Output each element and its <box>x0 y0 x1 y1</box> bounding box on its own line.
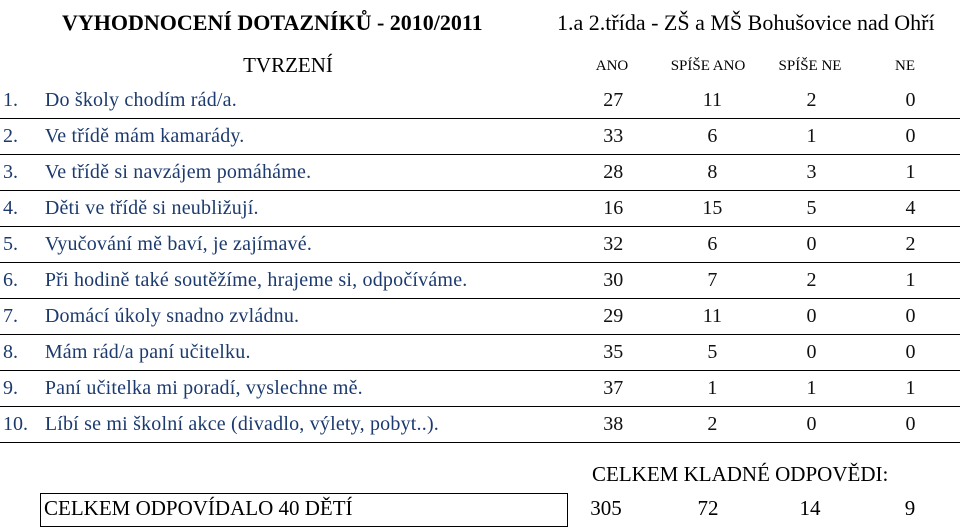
totals-row <box>0 493 960 527</box>
table-row <box>0 83 960 119</box>
table-row <box>0 299 960 335</box>
statement-text: Paní učitelka mi poradí, vyslechne mě. <box>45 371 564 407</box>
positive-answers-label: CELKEM KLADNÉ ODPOVĚDI: <box>592 462 889 486</box>
value-ano: 16 <box>564 191 663 227</box>
value-spise-ano: 11 <box>663 299 762 335</box>
table-row <box>0 335 960 371</box>
value-spise-ano: 2 <box>663 407 762 443</box>
value-spise-ano: 8 <box>663 155 762 191</box>
value-ano: 37 <box>564 371 663 407</box>
row-number: 9. <box>0 371 45 407</box>
statement-text: Děti ve třídě si neubližují. <box>45 191 564 227</box>
total-respondents-label: CELKEM ODPOVÍDALO 40 DĚTÍ <box>44 496 353 520</box>
statement-text: Mám rád/a paní učitelku. <box>45 335 564 371</box>
row-number: 1. <box>0 83 45 119</box>
value-spise-ne: 0 <box>762 227 861 263</box>
value-spise-ano: 7 <box>663 263 762 299</box>
value-ne: 2 <box>861 227 960 263</box>
statement-header: TVRZENÍ <box>243 53 333 77</box>
value-spise-ne: 0 <box>762 299 861 335</box>
statement-text: Při hodině také soutěžíme, hrajeme si, odpočíváme. <box>45 263 564 299</box>
table-row <box>0 263 960 299</box>
value-ano: 32 <box>564 227 663 263</box>
table-row <box>0 191 960 227</box>
value-ano: 27 <box>564 83 663 119</box>
value-spise-ne: 0 <box>762 407 861 443</box>
total-spise-ano: 72 <box>697 496 719 520</box>
value-ne: 0 <box>861 119 960 155</box>
total-ano: 305 <box>590 496 622 520</box>
value-spise-ne: 2 <box>762 83 861 119</box>
survey-table <box>0 83 960 443</box>
value-ano: 35 <box>564 335 663 371</box>
value-ano: 28 <box>564 155 663 191</box>
col-header-spise-ne: SPÍŠE NE <box>778 58 842 74</box>
row-number: 7. <box>0 299 45 335</box>
statement-text: Domácí úkoly snadno zvládnu. <box>45 299 564 335</box>
table-row <box>0 155 960 191</box>
value-ano: 30 <box>564 263 663 299</box>
value-spise-ne: 5 <box>762 191 861 227</box>
value-ne: 0 <box>861 335 960 371</box>
value-ne: 0 <box>861 83 960 119</box>
col-header-spise-ano: SPÍŠE ANO <box>670 58 746 74</box>
class-school-title: 1.a 2.třída - ZŠ a MŠ Bohušovice nad Ohří <box>557 10 935 35</box>
value-spise-ne: 0 <box>762 335 861 371</box>
total-ne: 9 <box>904 496 916 520</box>
value-ne: 4 <box>861 191 960 227</box>
value-spise-ano: 1 <box>663 371 762 407</box>
value-ne: 1 <box>861 263 960 299</box>
total-spise-ne: 14 <box>799 496 821 520</box>
value-spise-ne: 3 <box>762 155 861 191</box>
row-number: 5. <box>0 227 45 263</box>
table-row <box>0 227 960 263</box>
value-spise-ano: 6 <box>663 227 762 263</box>
value-ne: 1 <box>861 155 960 191</box>
value-spise-ne: 2 <box>762 263 861 299</box>
value-ano: 33 <box>564 119 663 155</box>
value-spise-ne: 1 <box>762 119 861 155</box>
table-row <box>0 407 960 443</box>
value-ne: 0 <box>861 407 960 443</box>
document-title: VYHODNOCENÍ DOTAZNÍKŮ - 2010/2011 <box>62 10 483 35</box>
statement-text: Ve třídě si navzájem pomáháme. <box>45 155 564 191</box>
col-header-ano: ANO <box>595 58 629 74</box>
row-number: 2. <box>0 119 45 155</box>
value-ano: 38 <box>564 407 663 443</box>
col-header-ne: NE <box>895 58 915 74</box>
table-row <box>0 119 960 155</box>
value-spise-ano: 11 <box>663 83 762 119</box>
value-ne: 1 <box>861 371 960 407</box>
row-number: 6. <box>0 263 45 299</box>
statement-text: Líbí se mi školní akce (divadlo, výlety, pobyt..). <box>45 407 564 443</box>
row-number: 3. <box>0 155 45 191</box>
value-ne: 0 <box>861 299 960 335</box>
value-spise-ano: 5 <box>663 335 762 371</box>
value-ano: 29 <box>564 299 663 335</box>
statement-text: Ve třídě mám kamarády. <box>45 119 564 155</box>
value-spise-ano: 6 <box>663 119 762 155</box>
statement-text: Vyučování mě baví, je zajímavé. <box>45 227 564 263</box>
statement-text: Do školy chodím rád/a. <box>45 83 564 119</box>
row-number: 10. <box>0 407 45 443</box>
value-spise-ne: 1 <box>762 371 861 407</box>
value-spise-ano: 15 <box>663 191 762 227</box>
row-number: 8. <box>0 335 45 371</box>
row-number: 4. <box>0 191 45 227</box>
table-row <box>0 371 960 407</box>
